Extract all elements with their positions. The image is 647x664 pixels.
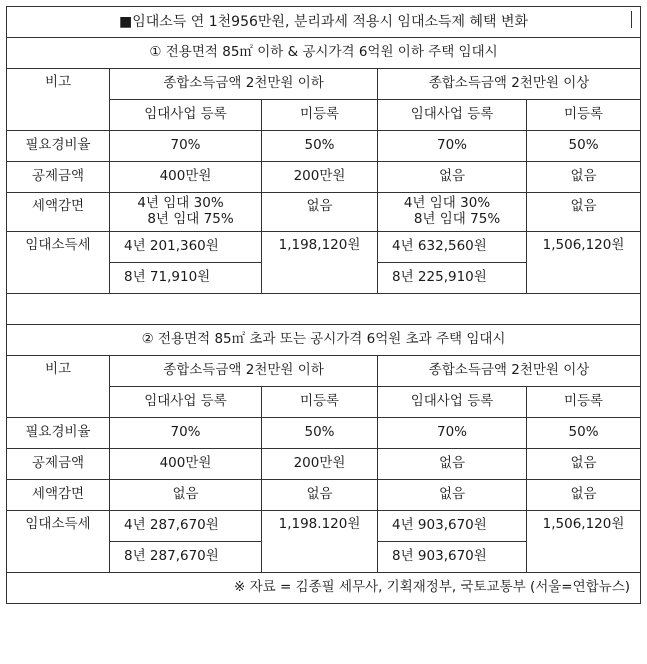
section2-heading: ② 전용면적 85㎡ 초과 또는 공시가격 6억원 초과 주택 임대시: [7, 325, 641, 356]
section2-group-b: 종합소득금액 2천만원 이상: [378, 356, 641, 387]
section1-row-reduction: [7, 193, 641, 232]
cell-b2: 50%: [527, 418, 641, 449]
section1-row-tax: [7, 232, 641, 263]
section2-row-deduction: [7, 449, 641, 480]
section1-heading: ① 전용면적 85㎡ 이하 & 공시가격 6억원 이하 주택 임대시: [7, 38, 641, 69]
cell-b1-4y: 4년 632,560원: [378, 232, 527, 263]
cell-a1: 400만원: [110, 162, 262, 193]
cell-a1-8y: 8년 287,670원: [110, 542, 262, 573]
cell-a2: 50%: [262, 418, 378, 449]
cell-b2: 없음: [527, 480, 641, 511]
cell-b2: 없음: [527, 162, 641, 193]
cell-b1: 70%: [378, 418, 527, 449]
row-label: 임대소득세: [7, 232, 110, 294]
cell-b2: 1,506,120원: [527, 511, 641, 573]
row-label: 세액감면: [7, 480, 110, 511]
section2-sub-a-unregistered: 미등록: [262, 387, 378, 418]
cell-a2: 1,198,120원: [262, 232, 378, 294]
cell-b1-line1: 4년 임대 30%: [403, 195, 491, 212]
cell-a1-4y: 4년 287,670원: [110, 511, 262, 542]
cell-b1: 없음: [378, 449, 527, 480]
section2-group-a: 종합소득금액 2천만원 이하: [110, 356, 378, 387]
cell-a2: 200만원: [262, 449, 378, 480]
section1-row-expense: [7, 131, 641, 162]
section2-sub-a-registered: 임대사업 등록: [110, 387, 262, 418]
tax-table: [6, 6, 641, 604]
section1-sub-a-registered: 임대사업 등록: [110, 100, 262, 131]
section1-sub-a-unregistered: 미등록: [262, 100, 378, 131]
source-note: ※ 자료 = 김종필 세무사, 기획재정부, 국토교통부 (서울=연합뉴스): [7, 573, 641, 604]
cell-a1: 70%: [110, 418, 262, 449]
section1-group-b: 종합소득금액 2천만원 이상: [378, 69, 641, 100]
cell-b2: 50%: [527, 131, 641, 162]
section1-group-a: 종합소득금액 2천만원 이하: [110, 69, 378, 100]
cell-b1: [378, 193, 527, 232]
cell-a1-8y: 8년 71,910원: [110, 263, 262, 294]
cell-b1: 70%: [378, 131, 527, 162]
table-title: ■임대소득 연 1천956만원, 분리과세 적용시 임대소득제 혜택 변화: [7, 7, 641, 38]
cell-b2: 없음: [527, 449, 641, 480]
cell-b1-8y: 8년 225,910원: [378, 263, 527, 294]
section2-row-reduction: [7, 480, 641, 511]
section2-col-label: 비고: [7, 356, 110, 418]
cell-a2: 50%: [262, 131, 378, 162]
section2-row-expense: [7, 418, 641, 449]
cell-a2: 없음: [262, 480, 378, 511]
row-label: 공제금액: [7, 449, 110, 480]
section2-sub-b-registered: 임대사업 등록: [378, 387, 527, 418]
document: [6, 6, 640, 657]
section1-row-deduction: [7, 162, 641, 193]
cell-a1: [110, 193, 262, 232]
section-gap: [7, 294, 641, 325]
row-label: 임대소득세: [7, 511, 110, 573]
cell-a1: 없음: [110, 480, 262, 511]
section1-sub-b-unregistered: 미등록: [527, 100, 641, 131]
cell-a1-4y: 4년 201,360원: [110, 232, 262, 263]
cell-a1-line2: 8년 임대 75%: [147, 211, 234, 227]
cursor-bar: [631, 11, 632, 28]
cell-a1: 400만원: [110, 449, 262, 480]
cell-b1-line2: 8년 임대 75%: [413, 211, 501, 227]
cell-b1-4y: 4년 903,670원: [378, 511, 527, 542]
cell-b2: 1,506,120원: [527, 232, 641, 294]
section1-col-label: 비고: [7, 69, 110, 131]
cell-b1: 없음: [378, 480, 527, 511]
section2-sub-b-unregistered: 미등록: [527, 387, 641, 418]
cell-a1-line1: 4년 임대 30%: [137, 195, 224, 212]
section2-row-tax: [7, 511, 641, 542]
cell-a2: 1,198.120원: [262, 511, 378, 573]
row-label: 필요경비율: [7, 131, 110, 162]
cell-b2: 없음: [527, 193, 641, 232]
cell-b1: 없음: [378, 162, 527, 193]
row-label: 필요경비율: [7, 418, 110, 449]
section1-sub-b-registered: 임대사업 등록: [378, 100, 527, 131]
cell-b1-8y: 8년 903,670원: [378, 542, 527, 573]
cell-a1: 70%: [110, 131, 262, 162]
row-label: 공제금액: [7, 162, 110, 193]
cell-a2: 200만원: [262, 162, 378, 193]
cell-a2: 없음: [262, 193, 378, 232]
row-label: 세액감면: [7, 193, 110, 232]
